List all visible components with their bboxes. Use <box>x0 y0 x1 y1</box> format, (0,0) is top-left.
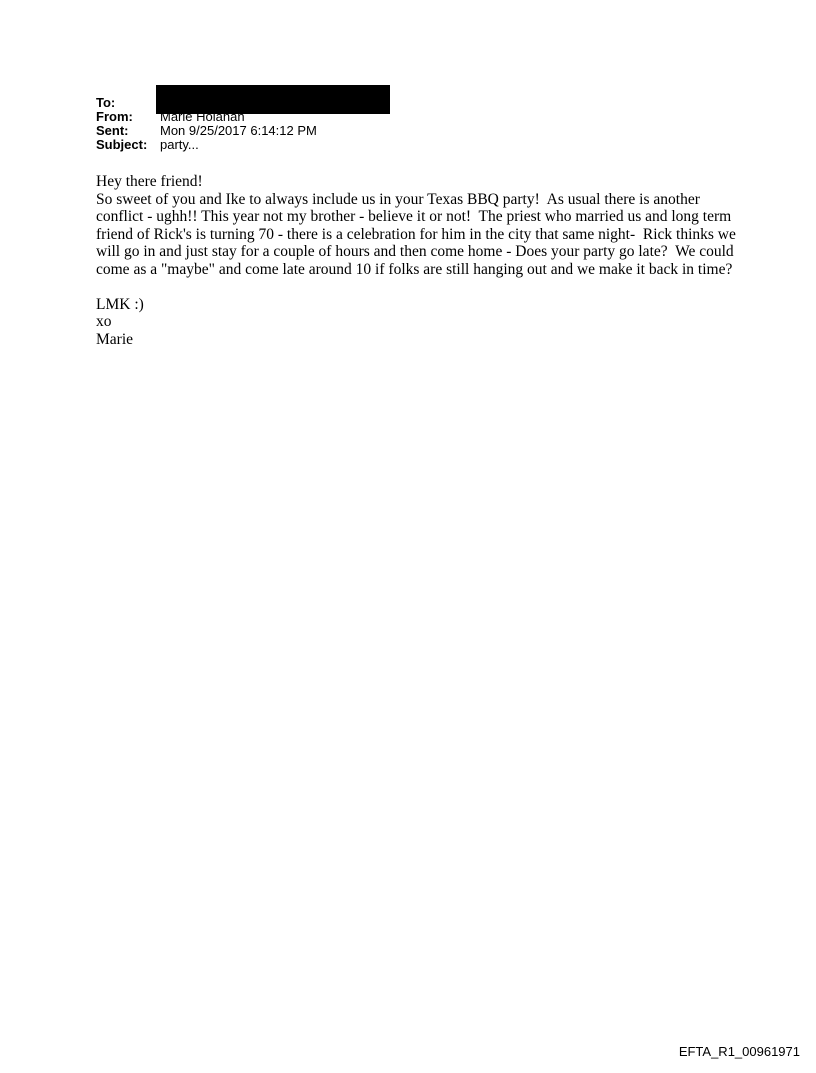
document-id: EFTA_R1_00961971 <box>678 1044 800 1059</box>
from-label: From: <box>96 109 133 124</box>
sent-label: Sent: <box>96 123 129 138</box>
signature: Marie <box>96 330 134 348</box>
paragraph-spacer <box>96 278 736 296</box>
signoff: xo <box>96 313 112 330</box>
to-label: To: <box>96 95 116 110</box>
from-row <box>96 110 317 124</box>
email-header <box>96 96 317 152</box>
from-value: Marie Holahan <box>160 109 245 124</box>
subject-value: party... <box>160 137 199 152</box>
greeting: Hey there friend! <box>96 173 203 190</box>
email-body <box>96 173 740 348</box>
closing-line: LMK :) <box>96 295 144 313</box>
sent-row <box>96 124 317 138</box>
to-row <box>96 96 317 110</box>
body-paragraph: So sweet of you and Ike to always include us in your Texas BBQ party! As usual there is another conflict - ughh!! This year not my brother - believe it or not! The priest who married us and long term friend of Rick's is turning 70 - there is a celebration for him in the city that same night- Rick thinks we will go in and just stay for a couple of hours and then come home - Does your party go late? We could come as a "maybe" and come late around 10 if folks are still hanging out and we make it back in time? <box>96 190 740 278</box>
subject-label: Subject: <box>96 137 148 152</box>
sent-value: Mon 9/25/2017 6:14:12 PM <box>160 123 317 138</box>
subject-row <box>96 138 317 152</box>
